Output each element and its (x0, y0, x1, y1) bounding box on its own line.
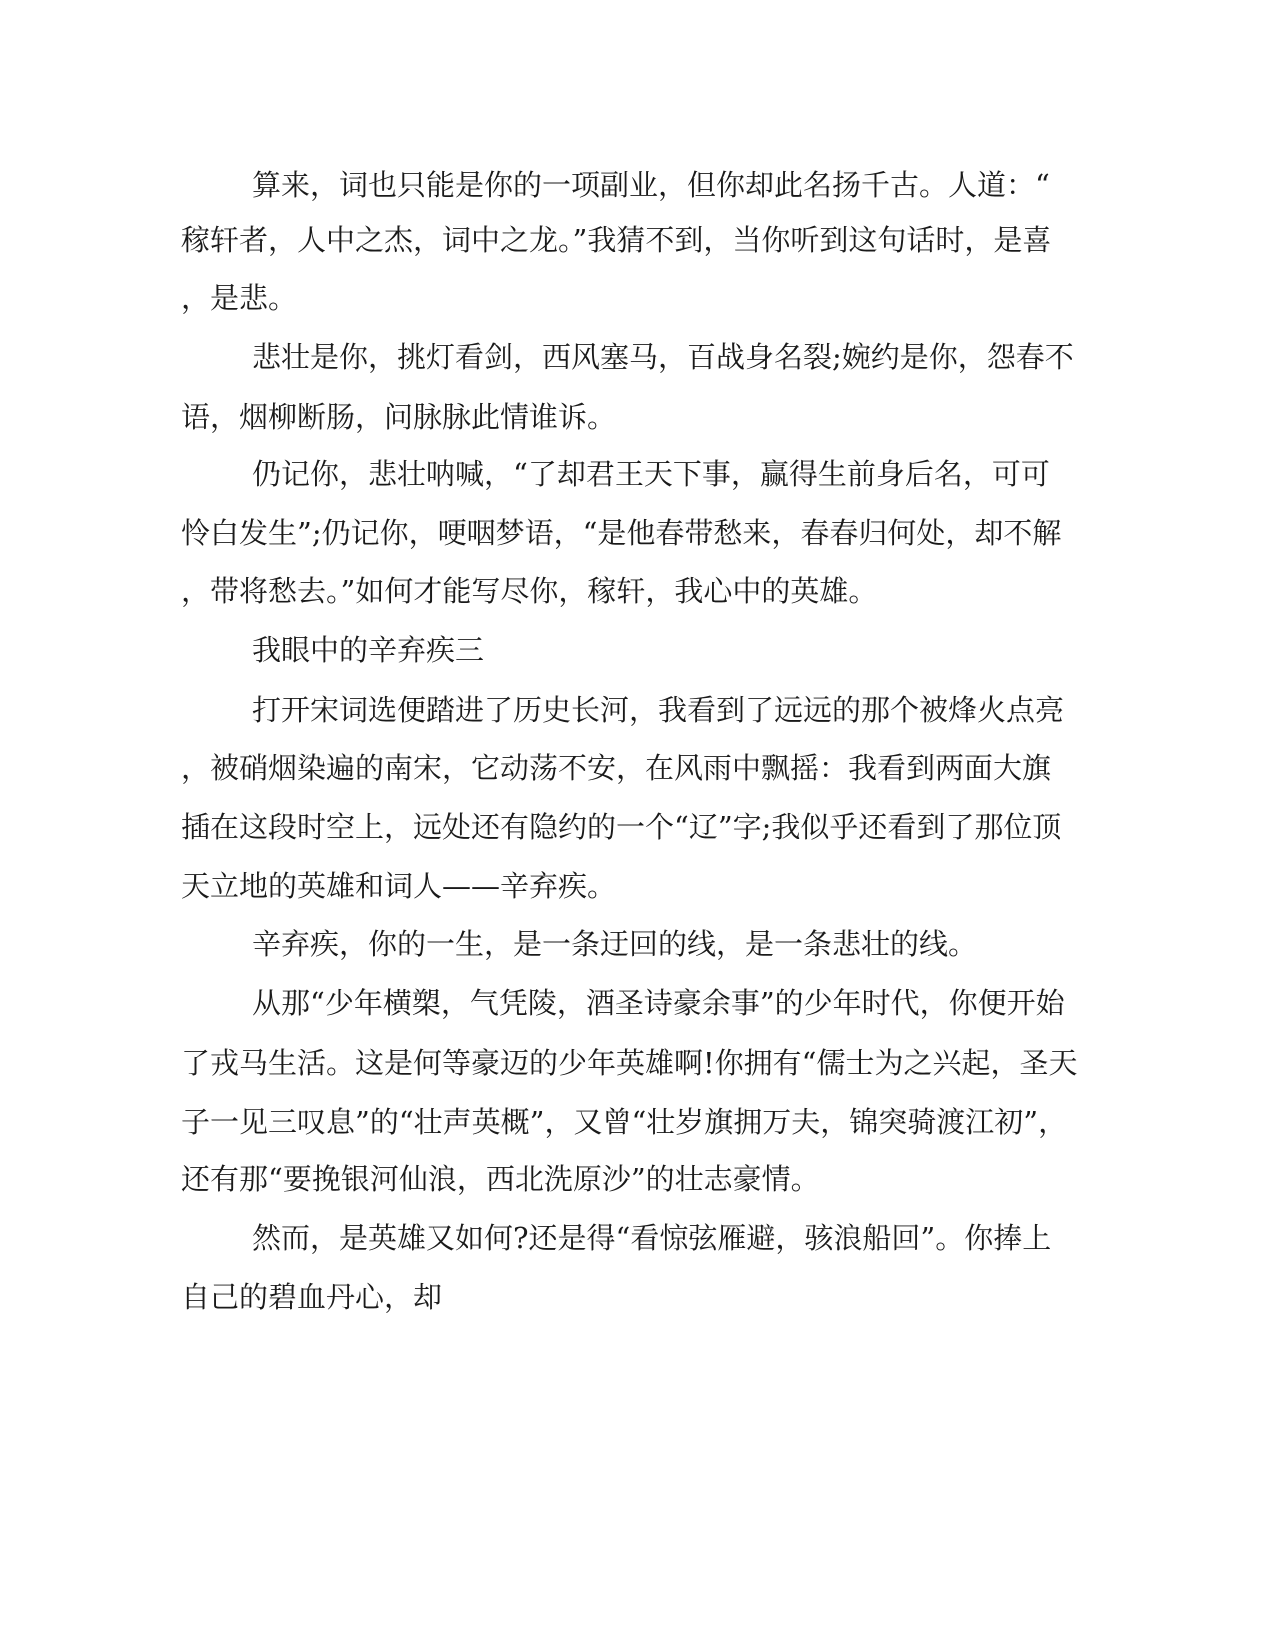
text-line: 怜白发生”;仍记你，哽咽梦语，“是他春带愁来，春春归何处，却不解 (181, 516, 1062, 550)
text-line: 仍记你，悲壮呐喊，“了却君王天下事，赢得生前身后名，可可 (252, 457, 1050, 491)
text-line: 然而，是英雄又如何?还是得“看惊弦雁避，骇浪船回”。你捧上 (252, 1221, 1052, 1255)
text-line: 稼轩者，人中之杰，词中之龙。”我猜不到，当你听到这句话时，是喜 (181, 223, 1052, 257)
text-line: 打开宋词选便踏进了历史长河，我看到了远远的那个被烽火点亮 (252, 693, 1065, 727)
text-line: 从那“少年横槊，气凭陵，酒圣诗豪余事”的少年时代，你便开始 (252, 986, 1065, 1020)
text-line: 算来，词也只能是你的一项副业，但你却此名扬千古。人道：“ (252, 168, 1050, 202)
text-line: 了戎马生活。这是何等豪迈的少年英雄啊!你拥有“儒士为之兴起，圣天 (181, 1046, 1078, 1080)
text-line: 辛弃疾，你的一生，是一条迂回的线，是一条悲壮的线。 (252, 927, 978, 961)
text-line: 天立地的英雄和词人——辛弃疾。 (181, 869, 617, 903)
section-heading: 我眼中的辛弃疾三 (252, 633, 485, 667)
text-line: 插在这段时空上，远处还有隐约的一个“辽”字;我似乎还看到了那位顶 (181, 810, 1062, 844)
text-line: 悲壮是你，挑灯看剑，西风塞马，百战身名裂;婉约是你，怨春不 (252, 340, 1074, 374)
text-line: 还有那“要挽银河仙浪，西北洗原沙”的壮志豪情。 (181, 1162, 820, 1196)
text-line: 子一见三叹息”的“壮声英概”，又曾“壮岁旗拥万夫，锦突骑渡江初”， (181, 1105, 1068, 1139)
text-line: ，带将愁去。”如何才能写尽你，稼轩，我心中的英雄。 (181, 574, 878, 608)
text-line: ，被硝烟染遍的南宋，它动荡不安，在风雨中飘摇：我看到两面大旗 (181, 751, 1052, 785)
text-line: ，是悲。 (181, 281, 298, 315)
text-line: 自己的碧血丹心，却 (181, 1280, 443, 1314)
text-line: 语，烟柳断肠，问脉脉此情谁诉。 (181, 400, 617, 434)
